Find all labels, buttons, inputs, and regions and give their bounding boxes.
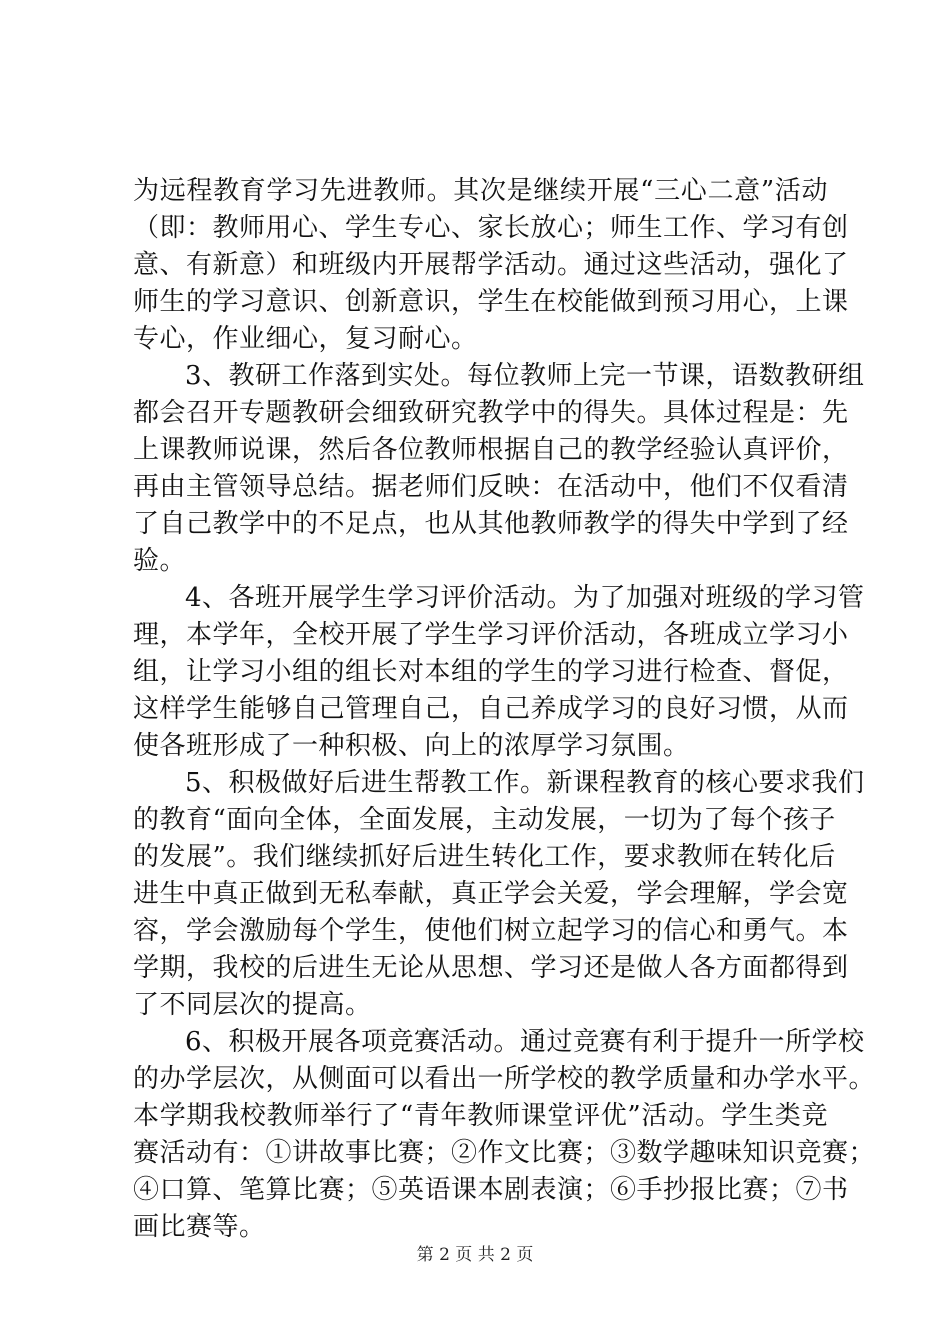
text-line: 意、有新意）和班级内开展帮学活动。通过这些活动，强化了: [133, 250, 849, 280]
text-line: 的办学层次，从侧面可以看出一所学校的教学质量和办学水平。: [133, 1064, 876, 1094]
text-line: 的教育“面向全体，全面发展，主动发展，一切为了每个孩子: [133, 805, 836, 835]
text-line: 本学期我校教师举行了“青年教师课堂评优”活动。学生类竞: [133, 1101, 828, 1131]
text-line: 都会召开专题教研会细致研究教学中的得失。具体过程是：先: [133, 398, 849, 428]
text-line: 理，本学年，全校开展了学生学习评价活动，各班成立学习小: [133, 620, 849, 650]
text-line: 师生的学习意识、创新意识，学生在校能做到预习用心，上课: [133, 287, 849, 317]
text-line: 学期，我校的后进生无论从思想、学习还是做人各方面都得到: [133, 953, 849, 983]
text-line: 了自己教学中的不足点，也从其他教师教学的得失中学到了经: [133, 509, 849, 539]
page-footer: [0, 1243, 950, 1267]
paragraph-4-first-line: 4、各班开展学生学习评价活动。为了加强对班级的学习管: [185, 583, 865, 613]
text-line: 上课教师说课，然后各位教师根据自己的教学经验认真评价，: [133, 435, 849, 465]
text-line: 这样学生能够自己管理自己，自己养成学习的良好习惯，从而: [133, 694, 849, 724]
paragraph-5-first-line: 5、积极做好后进生帮教工作。新课程教育的核心要求我们: [185, 768, 865, 798]
text-line: 容，学会激励每个学生，使他们树立起学习的信心和勇气。本: [133, 916, 849, 946]
text-line: 组，让学习小组的组长对本组的学生的学习进行检查、督促，: [133, 657, 849, 687]
text-line: 使各班形成了一种积极、向上的浓厚学习氛围。: [133, 731, 690, 761]
text-line: 的发展”。我们继续抓好后进生转化工作，要求教师在转化后: [133, 842, 836, 872]
paragraph-6-first-line: 6、积极开展各项竞赛活动。通过竞赛有利于提升一所学校: [185, 1027, 865, 1057]
paragraph-3-first-line: 3、教研工作落到实处。每位教师上完一节课，语数教研组: [185, 361, 865, 391]
text-line: （即：教师用心、学生专心、家长放心；师生工作、学习有创: [133, 213, 849, 243]
text-line: 了不同层次的提高。: [133, 990, 372, 1020]
text-line: 赛活动有：①讲故事比赛；②作文比赛；③数学趣味知识竞赛；: [133, 1138, 876, 1168]
page-indicator: 第 2 页 共 2 页: [416, 1245, 534, 1265]
text-line: 进生中真正做到无私奉献，真正学会关爱，学会理解，学会宽: [133, 879, 849, 909]
text-line: 验。: [133, 546, 187, 576]
text-line: 专心，作业细心，复习耐心。: [133, 324, 478, 354]
text-line: 为远程教育学习先进教师。其次是继续开展“三心二意”活动: [133, 176, 828, 206]
body-text: [133, 173, 876, 1246]
text-line: ④口算、笔算比赛；⑤英语课本剧表演；⑥手抄报比赛；⑦书: [133, 1175, 849, 1205]
text-line: 画比赛等。: [133, 1212, 266, 1242]
text-line: 再由主管领导总结。据老师们反映：在活动中，他们不仅看清: [133, 472, 849, 502]
